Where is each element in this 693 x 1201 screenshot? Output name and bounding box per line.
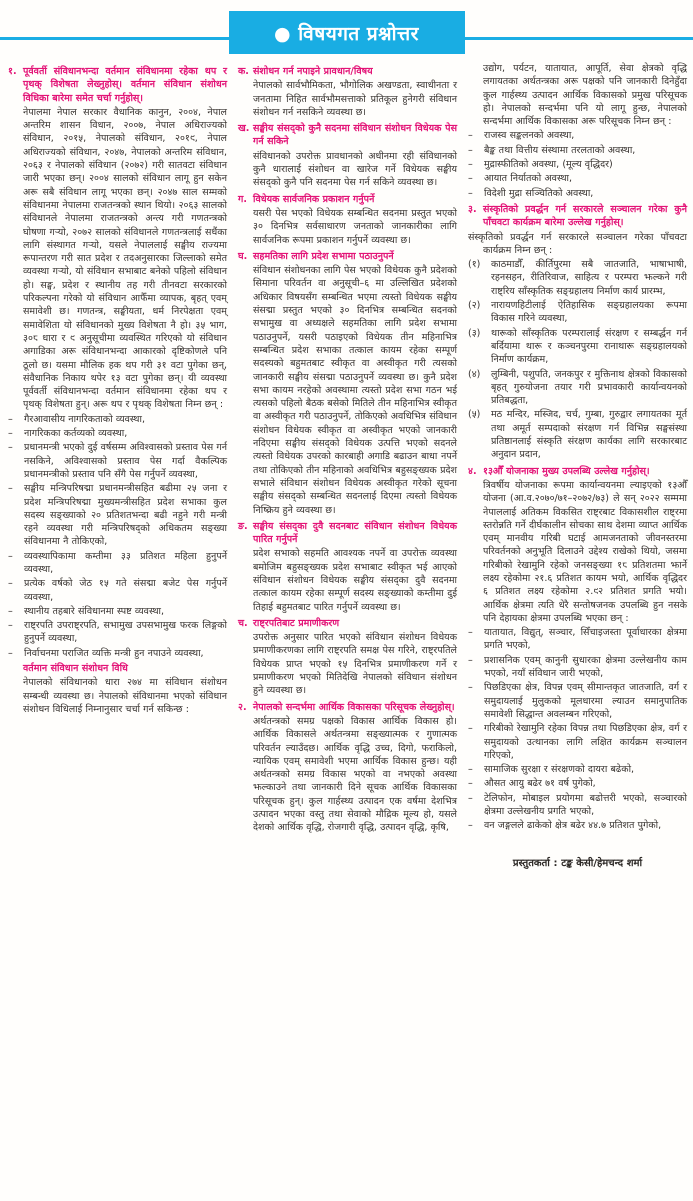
item-marker: ३. [468, 203, 477, 215]
text-column-1 [8, 62, 227, 717]
bullet-item: – नागरिकका कर्तव्यको व्यवस्था, [8, 427, 227, 440]
section-heading: ङ. सङ्घीय संसद्का दुवै सदनबाट संविधान संशोधन विधेयक पारित गर्नुपर्ने [238, 520, 457, 546]
item-marker: १. [8, 66, 17, 77]
presenter-line: प्रस्तुतकर्ता : टङ्क केसी/हेमचन्द शर्मा [512, 857, 643, 869]
question-heading: २. नेपालको सन्दर्भमा आर्थिक विकासका परिसूचक लेख्नुहोस्। [238, 701, 455, 713]
bullet-item: – व्यवस्थापिकामा कम्तीमा ३३ प्रतिशत महिला हुनुपर्ने व्यवस्था, [8, 550, 227, 577]
text-column-3 [468, 62, 687, 871]
paragraph: नेपालमा नेपाल सरकार वैधानिक कानुन, २००४, नेपाल अन्तरिम शासन विधान, २००७, नेपाल अधिराज्यको संविधान, २०१५, नेपालको संविधान, २०१९, नेपाल अधिराज्यको संविधान, २०४७, नेपालको अन्तरिम संविधान, २०६३ र नेपालको संविधान (२०७२) गरी सातवटा संविधान जारी भएका छन्। २००४ सालको संविधान लागू हुन सकेन अरू सबै संविधान लागू भएका छन्। २०४७ साल सम्मको संविधानमा नेपालमा राजतन्त्रको स्थान थियो। २०६३ सालको संविधानले नेपालमा राजतन्त्रको अन्त्य गरी गणतन्त्रको घोषणा गर्‍यो, २०७२ सालको संविधानले गणतन्त्रलाई सधैंका लागि संस्थागत गर्‍यो, यसले नेपाललाई सङ्घीय राज्यमा रूपान्तरण गरी सात प्रदेश र तदअनुसारका जिल्लाको समेत व्यवस्था गर्‍यो, यो संविधान सभाबाट बनेको पहिलो संविधान हो। सङ्घ, प्रदेश र स्थानीय तह गरी तीनवटा सरकारको परिकल्पना गरेको यो संविधान आफैँमा व्यापक, बृहत् एवम् समावेशी छ। गणतन्त्र, सङ्घीयता, धर्म निरपेक्षता एवम् समावेशिता यो संविधानको मुख्य विशेषता नै हो। ३५ भाग, ३०८ धारा र ९ अनुसूचीमा व्यवस्थित गरिएको यो संविधान अगाडिका अरू संविधानभन्दा आकारको दृष्टिकोणले पनि ठूलो छ। यसमा मौलिक हक थप गरी ३१ वटा पुगेका छन्, संवैधानिक निकाय थपेर १३ वटा पुगेका छन्। यी व्यवस्था पूर्ववर्ती संविधानभन्दा वर्तमान संविधानमा रहेका थप र पृथक् विशेषता हुन्। अरू थप र पृथक् विशेषता निम्न छन् : [23, 106, 227, 411]
text-column-2 [238, 62, 457, 836]
bullet-item: – प्रशासनिक एवम् कानुनी सुधारका क्षेत्रमा उल्लेखनीय काम भएको, नयाँ संविधान जारी भएको, [468, 654, 687, 681]
article-body [0, 58, 693, 871]
section-heading: ग. विधेयक सार्वजनिक प्रकाशन गर्नुपर्ने [238, 193, 375, 205]
bullet-item: – आयात निर्यातको अवस्था, [468, 172, 687, 185]
bullet-item: – औसत आयु बढेर ७१ वर्ष पुगेको, [468, 777, 687, 790]
item-marker: घ. [238, 250, 248, 262]
bullet-item: – प्रधानमन्त्री भएको दुई वर्षसम्म अविश्वासको प्रस्ताव पेस गर्न नसकिने, अविश्वासको प्रस्ताव पेस गर्दा वैकल्पिक प्रधानमन्त्रीको प्रस्ताव पनि सँगै पेस गर्नुपर्ने व्यवस्था, [8, 441, 227, 481]
paragraph: यसरी पेस भएको विधेयक सम्बन्धित सदनमा प्रस्तुत भएको ३० दिनभित्र सर्वसाधारण जनताको जानकारीका लागि सार्वजनिक रूपमा प्रकाशन गर्नुपर्ने व्यवस्था छ। [253, 207, 457, 246]
question-heading: ३. संस्कृतिको प्रवर्द्धन गर्न सरकारले सञ्चालन गरेका कुनै पाँचवटा कार्यक्रम बारेमा उल्लेख गर्नुहोस्। [468, 203, 687, 229]
numbered-item: (१) काठमाडौँ, कीर्तिपुरमा सबै जातजाति, भाषाभाषी, रहनसहन, रीतिरिवाज, साहित्य र परम्परा झल्कने गरी राष्ट्रिय साँस्कृतिक सङ्ग्रहालय निर्माण कार्य प्रारम्भ, [468, 259, 687, 297]
question-heading: १. पूर्ववर्ती संविधानभन्दा वर्तमान संविधानमा रहेका थप र पृथक् विशेषता लेख्नुहोस्। वर्तमान संविधान संशोधन विधिका बारेमा समेत चर्चा गर्नुहोस्। [8, 66, 227, 104]
subheading: वर्तमान संविधान संशोधन विधि [23, 663, 128, 675]
item-marker: २. [238, 701, 247, 713]
bullet-item: – यातायात, विद्युत्, सञ्चार, सिँचाइजस्ता पूर्वाधारका क्षेत्रमा प्रगति भएको, [468, 626, 687, 653]
item-marker: (२) [468, 300, 481, 312]
page-title: ● विषयगत प्रश्नोत्तर [229, 11, 465, 54]
bullet-item: – टेलिफोन, मोबाइल प्रयोगमा बढोत्तरी भएको, सञ्चारको क्षेत्रमा उल्लेखनीय प्रगति भएको, [468, 792, 687, 819]
section-heading: च. राष्ट्रपतिबाट प्रमाणीकरण [238, 617, 340, 629]
paragraph: संविधान संशोधनका लागि पेस भएको विधेयक कुनै प्रदेशको सिमाना परिवर्तन वा अनुसूची–६ मा उल्लिखित प्रदेशको अधिकार विषयसँग सम्बन्धित भएमा त्यस्तो विधेयक सङ्घीय संसद्मा प्रस्तुत भएको ३० दिनभित्र सम्बन्धित सदनको सभामुख वा अध्यक्षले सहमतिका लागि प्रदेश सभामा पठाउनुपर्ने, यसरी पठाइएको विधेयक तीन महिनाभित्र सम्बन्धित प्रदेश सभाका तत्काल कायम रहेका सम्पूर्ण सदस्यको बहुमतबाट स्वीकृत वा अस्वीकृत गरी त्यसको जानकारी सङ्घीय संसद्मा पठाउनुपर्ने व्यवस्था छ। कुनै प्रदेश सभा कायम नरहेको अवस्थामा त्यस्तो प्रदेश सभा गठन भई त्यसको पहिलो बैठक बसेको मितिले तीन महिनाभित्र स्वीकृत वा अस्वीकृत गरी पठाउनुपर्ने, तोकिएको अवधिभित्र संविधान संशोधन विधेयक स्वीकृत वा अस्वीकृत भएको जानकारी नदिएमा सङ्घीय संसद्को विधेयक उत्पत्ति भएको सदनले त्यस्तो विधेयक उपरको कारबाही अगाडि बढाउन बाधा नपर्ने तथा तोकिएको तीन महिनाको अवधिभित्र बहुसङ्ख्यक प्रदेश सभाले संविधान संशोधन विधेयक अस्वीकृत गरेको सूचना सङ्घीय संसद्को सम्बन्धित सदनलाई दिएमा त्यस्तो विधेयक निष्क्रिय हुने व्यवस्था छ। [253, 265, 457, 516]
bullet-item: – बैङ्क तथा वित्तीय संस्थामा तरलताको अवस्था, [468, 144, 687, 157]
bullet-item: – सङ्घीय मन्त्रिपरिषद्मा प्रधानमन्त्रीसहित बढीमा २५ जना र प्रदेश मन्त्रिपरिषद्मा मुख्यमन्त्रीसहित प्रदेश सभाका कुल सदस्य सङ्ख्याको २० प्रतिशतभन्दा बढी नहुने गरी मन्त्री रहने व्यवस्था गरी मन्त्रिपरिषद्को अधिकतम सङ्ख्या संविधानमा नै तोकिएको, [8, 482, 227, 548]
bullet-item: – गरिबीको रेखामुनि रहेका विपन्न तथा पिछडिएका क्षेत्र, वर्ग र समुदायको उत्थानका लागि लक्षित कार्यक्रम सञ्चालन गरिएको, [468, 722, 687, 762]
bullet-item: – पिछडिएका क्षेत्र, विपन्न एवम् सीमान्तकृत जातजाति, वर्ग र समुदायलाई मुलुकको मूलधारमा ल्याउन समानुपातिक समावेशी सिद्धान्त अवलम्बन गरिएको, [468, 681, 687, 721]
item-marker: ङ. [238, 520, 248, 532]
bullet-item: – वन जङ्गलले ढाकेको क्षेत्र बढेर ४४.७ प्रतिशत पुगेको, [468, 819, 687, 832]
bullet-item: – विदेशी मुद्रा सञ्चितिको अवस्था, [468, 187, 687, 200]
bullet-item: – निर्वाचनमा पराजित व्यक्ति मन्त्री हुन नपाउने व्यवस्था, [8, 647, 227, 660]
item-marker: ग. [238, 193, 247, 205]
item-marker: (३) [468, 327, 481, 339]
page-header [0, 0, 693, 58]
bullet-item: – प्रत्येक वर्षको जेठ १५ गते संसद्मा बजेट पेस गर्नुपर्ने व्यवस्था, [8, 577, 227, 604]
numbered-item: (२) नारायणहिटीलाई ऐतिहासिक सङ्ग्रहालयका रूपमा विकास गरिने व्यवस्था, [468, 300, 687, 325]
paragraph: नेपालको सार्वभौमिकता, भौगोलिक अखण्डता, स्वाधीनता र जनतामा निहित सार्वभौमसत्ताको प्रतिकूल हुनेगरी संविधान संशोधन गर्न नसकिने व्यवस्था छ। [253, 80, 457, 118]
bullet-item: – राजस्व सङ्कलनको अवस्था, [468, 129, 687, 142]
paragraph: उद्योग, पर्यटन, यातायात, आपूर्ति, सेवा क्षेत्रको वृद्धि लगायतका अर्थतन्त्रका अरू पक्षको पनि जानकारी दिनेहुँदा कुल गार्हस्थ्य उत्पादन आर्थिक विकासको प्रमुख परिसूचक हो। नेपालको सन्दर्भमा पनि यो लागू हुन्छ, नेपालको सन्दर्भमा आर्थिक विकासका अरू परिसूचक निम्न छन् : [483, 63, 687, 128]
paragraph: त्रिवर्षीय योजनाका रूपमा कार्यान्वयनमा ल्याइएको १३औँ योजना (आ.व.२०७०/७१–२०७२/७३) ले सन् २०२२ सम्ममा नेपाललाई अतिकम विकसित राष्ट्रबाट विकासशील राष्ट्रमा स्तरोन्नति गर्ने दीर्घकालीन सोचका साथ देशमा व्याप्त आर्थिक एवम् मानवीय गरिबी घटाई आमजनताको जीवनस्तरमा परिवर्तनको अनुभूति दिलाउने उद्देश्य राखेको थियो, जसमा गरिबीको रेखामुनि रहेको जनसङ्ख्या १८ प्रतिशतमा झार्ने लक्ष्य रहेकोमा २१.६ प्रतिशत कायम भयो, आर्थिक वृद्धिदर ६ प्रतिशत लक्ष्य रहेकोमा २.९२ प्रतिशत प्रगति भयो। आर्थिक क्षेत्रमा त्यति धेरै सन्तोषजनक उपलब्धि हुन नसके पनि देहायका क्षेत्रमा उपलब्धि भएका छन् : [483, 479, 687, 624]
numbered-item: (५) मठ मन्दिर, मस्जिद, चर्च, गुम्बा, गुरुद्वार लगायतका मूर्त तथा अमूर्त सम्पदाको संरक्षण गर्न विभिन्न सङ्घसंस्था प्रतिष्ठानलाई संस्कृति संरक्षण कार्यका लागि सरकारबाट अनुदान प्रदान, [468, 409, 687, 461]
paragraph: नेपालको संविधानको धारा २७४ मा संविधान संशोधन सम्बन्धी व्यवस्था छ। नेपालको संविधानमा भएको संविधान संशोधन विधिलाई निम्नानुसार चर्चा गर्न सकिन्छ : [23, 677, 227, 715]
item-marker: (१) [468, 259, 481, 271]
paragraph: अर्थतन्त्रको समग्र पक्षको विकास आर्थिक विकास हो। आर्थिक विकासले अर्थतन्त्रमा सङ्ख्यात्मक र गुणात्मक परिवर्तन ल्याउँदछ। आर्थिक वृद्धि उच्च, दिगो, फराकिलो, न्यायिक एवम् समावेशी भएमा आर्थिक विकास हुन्छ। यही अर्थतन्त्रको समग्र विकास भएको वा नभएको अवस्था झल्काउने तथा जानकारी दिने सूचक आर्थिक विकासका परिसूचक हुन्। कुल गार्हस्थ्य उत्पादन एक वर्षमा देशभित्र उत्पादन भएका वस्तु तथा सेवाको मौद्रिक मूल्य हो, यसले देशको आर्थिक वृद्धि, रोजगारी वृद्धि, उत्पादन वृद्धि, कृषि, [253, 715, 457, 834]
item-marker: च. [238, 617, 248, 629]
item-marker: ख. [238, 123, 250, 135]
paragraph: संविधानको उपरोक्त प्रावधानको अधीनमा रही संविधानको कुनै धारालाई संशोधन वा खारेज गर्ने विधेयक सङ्घीय संसद्को कुनै पनि सदनमा पेस गर्न सकिने व्यवस्था छ। [253, 150, 457, 189]
paragraph: उपरोक्त अनुसार पारित भएको संविधान संशोधन विधेयक प्रमाणीकरणका लागि राष्ट्रपति समक्ष पेस गरिने, राष्ट्रपतिले विधेयक प्राप्त भएको १५ दिनभित्र प्रमाणीकरण गर्ने र प्रमाणीकरण भएको मितिदेखि नेपालको संविधान संशोधन हुने व्यवस्था छ। [253, 632, 457, 697]
item-marker: ४. [468, 465, 477, 477]
question-heading: ४. १३औँ योजनाका मुख्य उपलब्धि उल्लेख गर्नुहोस्। [468, 465, 650, 477]
item-marker: (५) [468, 409, 481, 421]
bullet-item: – राष्ट्रपति उपराष्ट्रपति, सभामुख उपसभामुख फरक लिङ्गको हुनुपर्ने व्यवस्था, [8, 619, 227, 646]
section-heading: घ. सहमतिका लागि प्रदेश सभामा पठाउनुपर्ने [238, 250, 394, 262]
numbered-item: (३) थारूको साँस्कृतिक परम्परालाई संरक्षण र सम्बर्द्धन गर्न बर्दियामा थारू र कञ्चनपुरमा रानाथारू सङ्ग्रहालयको निर्माण कार्यक्रम, [468, 327, 687, 366]
section-heading: ख. सङ्घीय संसद्को कुनै सदनमा संविधान संशोधन विधेयक पेस गर्न सकिने [238, 123, 457, 148]
bullet-item: – गैरआवासीय नागरिकताको व्यवस्था, [8, 413, 227, 426]
paragraph: संस्कृतिको प्रवर्द्धन गर्न सरकारले सञ्चालन गरेका पाँचवटा कार्यक्रम निम्न छन् : [468, 231, 687, 256]
item-marker: क. [238, 66, 249, 77]
bullet-item: – मुद्रास्फीतिको अवस्था, (मूल्य वृद्धिदर) [468, 158, 687, 171]
paragraph: प्रदेश सभाको सहमति आवश्यक नपर्ने वा उपरोक्त व्यवस्था बमोजिम बहुसङ्ख्यक प्रदेश सभाबाट स्वीकृत भई आएको संविधान संशोधन विधेयक सङ्घीय संसद्का दुवै सदनमा तत्काल कायम रहेका सम्पूर्ण सदस्य सङ्ख्याको कम्तीमा दुई तिहाई बहुमतबाट पारित गर्नुपर्ने व्यवस्था छ। [253, 548, 457, 613]
numbered-item: (४) लुम्बिनी, पशुपति, जनकपुर र मुक्तिनाथ क्षेत्रको विकासको बृहत् गुरुयोजना तयार गरी प्रभावकारी कार्यान्वयनको प्रतिबद्धता, [468, 368, 687, 407]
section-heading: क. संशोधन गर्न नपाइने प्रावधान/विषय [238, 66, 373, 77]
item-marker: (४) [468, 368, 481, 380]
bullet-item: – सामाजिक सुरक्षा र संरक्षणको दायरा बढेको, [468, 763, 687, 776]
bullet-item: – स्थानीय तहबारे संविधानमा स्पष्ट व्यवस्था, [8, 605, 227, 618]
